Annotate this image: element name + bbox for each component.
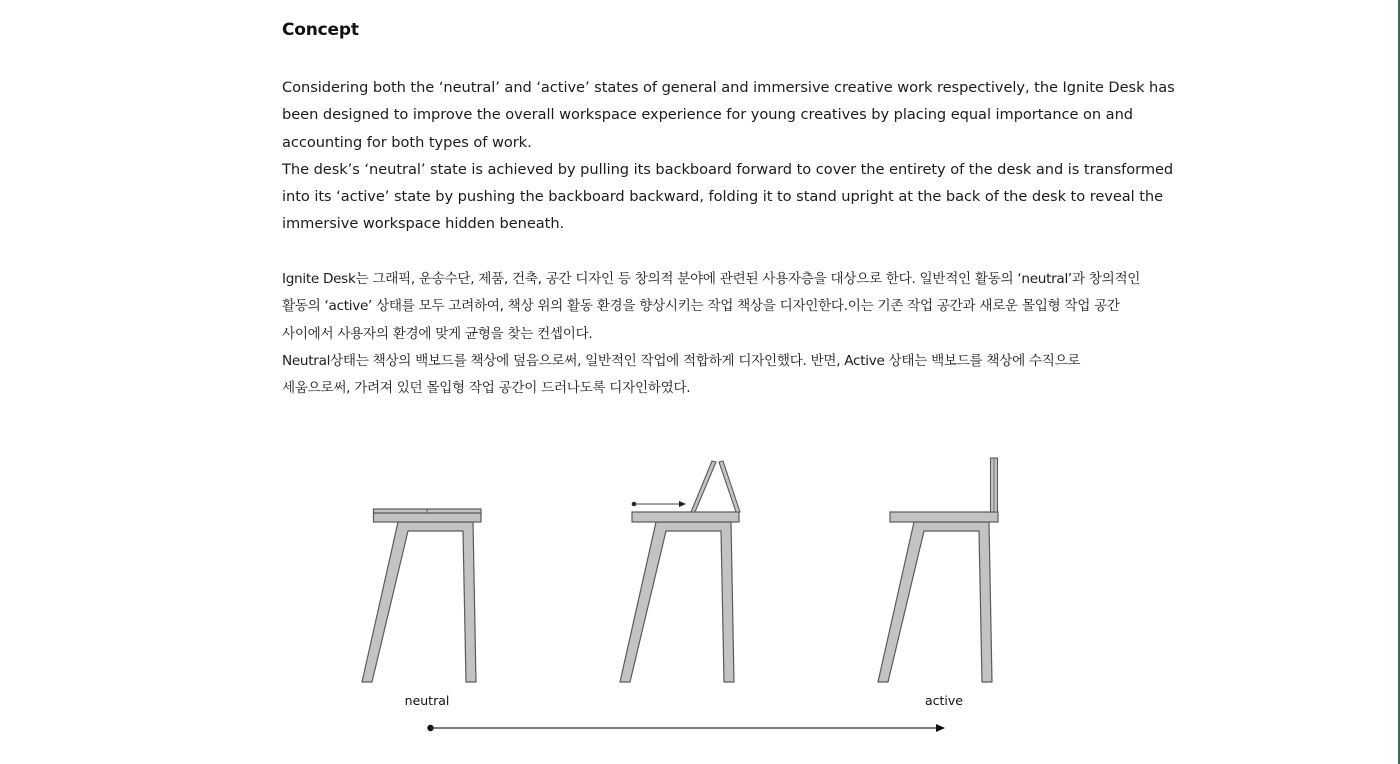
korean-paragraph-2: [282, 348, 1122, 403]
text-line: 활동의 ‘active’ 상태를 모두 고려하여, 책상 위의 활동 환경을 향상시키는 작업 책상을 디자인한다.이는 기존 작업 공간과 새로운 몰입형 작업 공간: [282, 298, 1120, 315]
text-line: Ignite Desk는 그래픽, 운송수단, 제품, 건축, 공간 디자인 등 창의적 분야에 관련된 사용자층을 대상으로 한다. 일반적인 활동의 ‘neutral’과 창의적인: [282, 271, 1141, 287]
backboard-left-panel: [691, 461, 716, 512]
english-description: [282, 74, 1175, 238]
text-line: into its ‘active’ state by pushing the backboard backward, folding it to stand upright at the back of the desk to reveal the: [282, 188, 1164, 206]
text-line: Considering both the ‘neutral’ and ‘active’ states of general and immersive creative work respectively, the Ignite Desk has: [282, 79, 1175, 96]
english-paragraph-2: [282, 156, 1174, 238]
text-line: been designed to improve the overall workspace experience for young creatives by placing equal importance on and: [282, 106, 1133, 124]
text-line: Neutral상태는 책상의 백보드를 책상에 덮음으로써, 일반적인 작업에 적합하게 디자인했다. 반면, Active 상태는 백보드를 책상에 수직으로: [282, 352, 1081, 369]
desk-active-illustration: [878, 458, 998, 682]
text-line: 세움으로써, 가려져 있던 몰입형 작업 공간이 드러나도록 디자인하였다.: [282, 380, 691, 397]
english-paragraph-1: [282, 74, 1175, 156]
text-line: immersive workspace hidden beneath.: [282, 215, 565, 233]
label-active: active: [925, 693, 963, 708]
timeline-start-dot: [427, 725, 433, 731]
backboard-flat: [374, 509, 482, 513]
text-line: accounting for both types of work.: [282, 133, 532, 151]
korean-description: [282, 266, 1141, 402]
backboard-upright: [991, 458, 998, 512]
backboard-right-panel: [719, 461, 740, 512]
desk-neutral-illustration: [362, 509, 481, 682]
label-neutral: neutral: [404, 693, 450, 708]
state-timeline: [427, 725, 944, 731]
section-title: Concept: [282, 20, 359, 40]
arrow-start-dot: [632, 502, 637, 507]
text-line: The desk’s ‘neutral’ state is achieved by pulling its backboard forward to cover the entirety of the desk and is transformed: [282, 160, 1174, 178]
text-line: 사이에서 사용자의 환경에 맞게 균형을 찾는 컨셉이다.: [282, 325, 593, 342]
desk-transition-illustration: [620, 461, 740, 682]
korean-paragraph-1: [282, 266, 1141, 348]
